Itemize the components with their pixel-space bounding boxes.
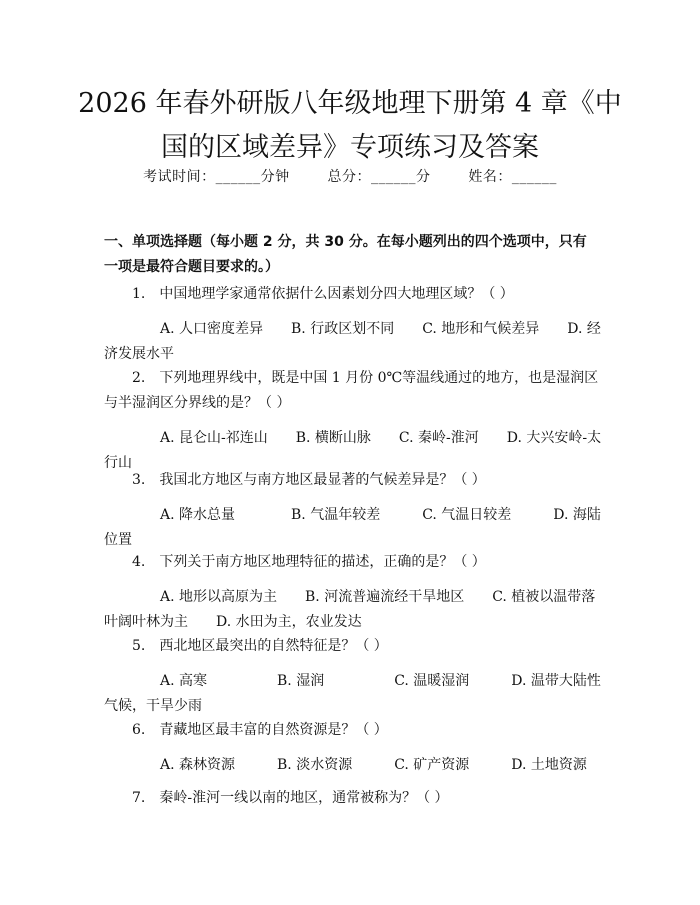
question-4 <box>104 550 604 635</box>
student-name-field: 姓名：______ <box>468 169 557 185</box>
question-stem: 1. 中国地理学家通常依据什么因素划分四大地理区域？（ ） <box>132 286 514 302</box>
question-stem: 3. 我国北方地区与南方地区最显著的气候差异是？（ ） <box>132 472 486 488</box>
question-options: A. 昆仑山-祁连山 B. 横断山脉 C. 秦岭-淮河 D. 大兴安岭-太行山 <box>104 430 602 471</box>
question-stem: 4. 下列关于南方地区地理特征的描述，正确的是？（ ） <box>132 554 486 570</box>
question-1 <box>104 282 604 367</box>
question-5 <box>104 634 604 719</box>
question-options: A. 地形以高原为主 B. 河流普遍流经干旱地区 C. 植被以温带落叶阔叶林为主 D. 水田为主，农业发达 <box>104 589 596 630</box>
question-stem: 2. 下列地理界线中，既是中国 1 月份 0℃等温线通过的地方，也是湿润区与半湿润区分界线的是？（ ） <box>104 370 599 411</box>
question-7 <box>104 786 604 811</box>
question-stem: 5. 西北地区最突出的自然特征是？（ ） <box>132 638 388 654</box>
title-line-2: 国的区域差异》专项练习及答案 <box>161 132 539 163</box>
question-6 <box>104 718 604 778</box>
question-3 <box>104 468 604 553</box>
exam-time-field: 考试时间：______分钟 <box>143 169 290 185</box>
section-heading: 一、单项选择题（每小题 2 分，共 30 分。在每小题列出的四个选项中，只有一项是最符合题目要求的。） <box>104 234 587 275</box>
question-options: A. 降水总量 B. 气温年较差 C. 气温日较差 D. 海陆位置 <box>104 507 601 548</box>
question-options: A. 高寒 B. 湿润 C. 温暖湿润 D. 温带大陆性气候，干旱少雨 <box>104 673 601 714</box>
document-title <box>60 82 640 170</box>
question-stem: 7. 秦岭-淮河一线以南的地区，通常被称为？（ ） <box>132 790 449 806</box>
question-2 <box>104 366 604 476</box>
total-score-field: 总分：______分 <box>327 169 431 185</box>
exam-info <box>0 166 700 186</box>
question-options: A. 森林资源 B. 淡水资源 C. 矿产资源 D. 土地资源 <box>160 757 587 773</box>
title-line-1: 2026 年春外研版八年级地理下册第 4 章《中 <box>78 88 622 119</box>
question-options: A. 人口密度差异 B. 行政区划不同 C. 地形和气候差异 D. 经济发展水平 <box>104 321 601 362</box>
question-stem: 6. 青藏地区最丰富的自然资源是？（ ） <box>132 722 388 738</box>
